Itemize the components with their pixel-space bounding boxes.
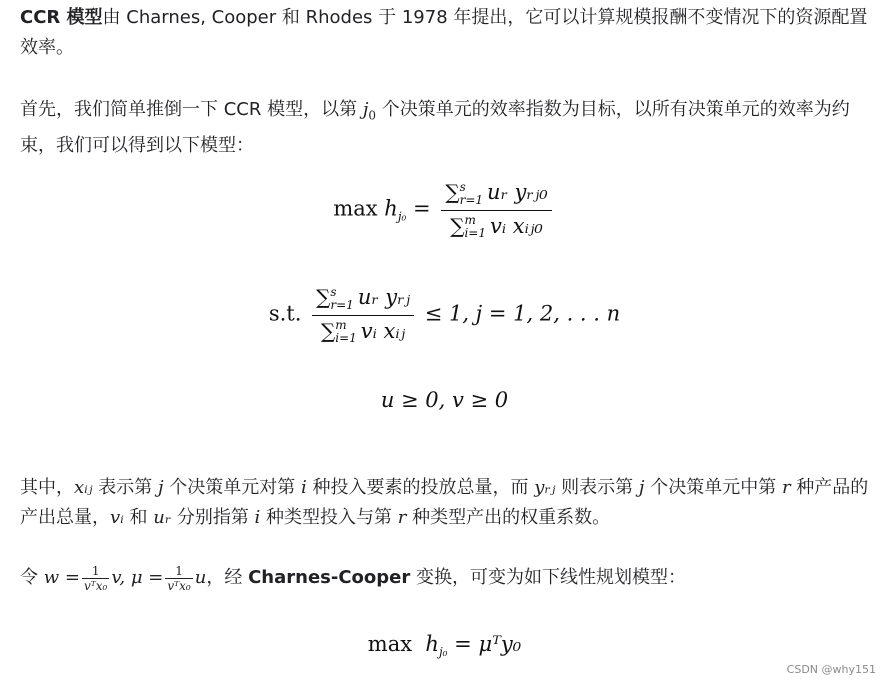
trans-a: 令 [20,567,44,588]
def-v9: i [254,507,261,528]
intro-text: 由 Charnes, Cooper 和 Rhodes 于 1978 年提出，它可以计算规模报酬不变情况下的资源配置效率。 [20,7,868,58]
eq1-max: max [333,196,378,221]
eq4-rest: = μᵀy₀ [454,632,522,656]
eq1-num-body: uᵣ yᵣⱼ₀ [487,180,548,204]
def-e: 则表示第 [555,477,639,498]
def-f: 个决策单元中第 [644,477,782,498]
trans-m1: v, μ = [111,567,164,588]
eq1-equals: = [413,196,431,221]
trans-frac-2 [165,564,192,593]
eq1-den-limits [464,214,486,240]
def-v7: vᵢ [110,507,124,528]
eq2-den-sum: ∑ [320,318,336,343]
intro-paragraph [20,3,880,63]
nonnegativity-equation [0,388,889,412]
ccr-model-term: CCR 模型 [20,7,103,28]
eq1-den-bot: i=1 [464,226,486,240]
eq2-rest: ≤ 1, j = 1, 2, . . . n [424,301,621,326]
var-j-sub: 0 [368,108,377,123]
def-v4: yᵣⱼ [534,477,556,498]
def-v1: xᵢⱼ [74,477,93,498]
eq2-num-top: s [330,284,337,299]
eq2-num-body: uᵣ yᵣⱼ [357,285,411,309]
def-g: 种产品的产出总量， [20,477,869,528]
trans-frac-2-den: vᵀx₀ [167,578,191,593]
trans-frac-1-den: vᵀx₀ [83,578,108,593]
trans-frac-1-num: 1 [82,564,109,579]
trans-w: w = [43,567,80,588]
trans-frac-1 [82,564,109,593]
def-v10: r [397,507,407,528]
eq2-num-sum: ∑ [316,285,331,309]
eq2-den-limits [335,319,357,345]
def-k: 种类型产出的权重系数。 [406,507,611,528]
eq1-num-limits [460,181,483,207]
eq1-h: h [384,196,398,221]
def-c: 个决策单元对第 [163,477,302,498]
eq1-denominator [441,211,551,241]
eq4-h: h [425,632,439,656]
eq2-den-body: vᵢ xᵢⱼ [360,318,406,343]
trans-c: 变换，可变为如下线性规划模型： [410,567,686,588]
def-h: 和 [123,507,154,528]
eq1-numerator [441,180,551,211]
constraint-equation [0,285,889,345]
eq1-den-top: m [464,213,476,227]
eq2-fraction [312,285,414,345]
eq2-num-bot: r=1 [330,297,354,312]
def-v3: i [301,477,307,498]
derivation-paragraph [20,95,880,161]
eq2-num-limits [330,286,353,312]
eq2-denominator [312,316,414,346]
eq3-text: u ≥ 0, v ≥ 0 [380,388,509,412]
def-a: 其中， [20,477,74,498]
eq2-den-bot: i=1 [335,331,357,345]
csdn-watermark: CSDN @why151 [786,663,876,676]
eq1-fraction [441,180,551,240]
eq1-den-body: vᵢ xᵢⱼ₀ [490,213,543,238]
eq1-num-bot: r=1 [459,192,484,207]
derivation-text-b: 个决策单元的效率指数为目标，以所有决策单元的效率为约束，我们可以得到以下模型： [20,99,850,156]
trans-frac-2-num: 1 [165,564,192,579]
trans-m2: u [194,567,207,588]
eq4-max: max [367,632,413,656]
eq2-st-label: s.t. [268,301,302,326]
def-v8: uᵣ [153,507,172,528]
def-j: 种类型投入与第 [260,507,398,528]
def-v5: j [638,477,645,498]
eq4-hsub: j₀ [438,645,448,660]
eq1-den-sum: ∑ [450,213,465,238]
eq1-num-top: s [459,179,466,194]
objective-equation [0,180,889,240]
transform-paragraph [20,563,880,593]
definition-paragraph [20,473,880,533]
var-j: j [362,99,369,120]
eq1-hsub: j₀ [397,209,407,224]
eq2-numerator [312,285,414,316]
def-b: 表示第 [92,477,158,498]
eq1-num-sum: ∑ [445,180,460,204]
linear-objective-equation [0,632,889,659]
trans-b: ，经 [206,567,249,588]
def-v6: r [781,477,791,498]
derivation-text-a: 首先，我们简单推倒一下 CCR 模型，以第 [20,99,363,120]
eq2-den-top: m [335,318,347,332]
def-v2: j [157,477,164,498]
charnes-cooper-term: Charnes-Cooper [248,567,411,588]
def-d: 种投入要素的投放总量，而 [306,477,535,498]
def-i: 分别指第 [171,507,255,528]
